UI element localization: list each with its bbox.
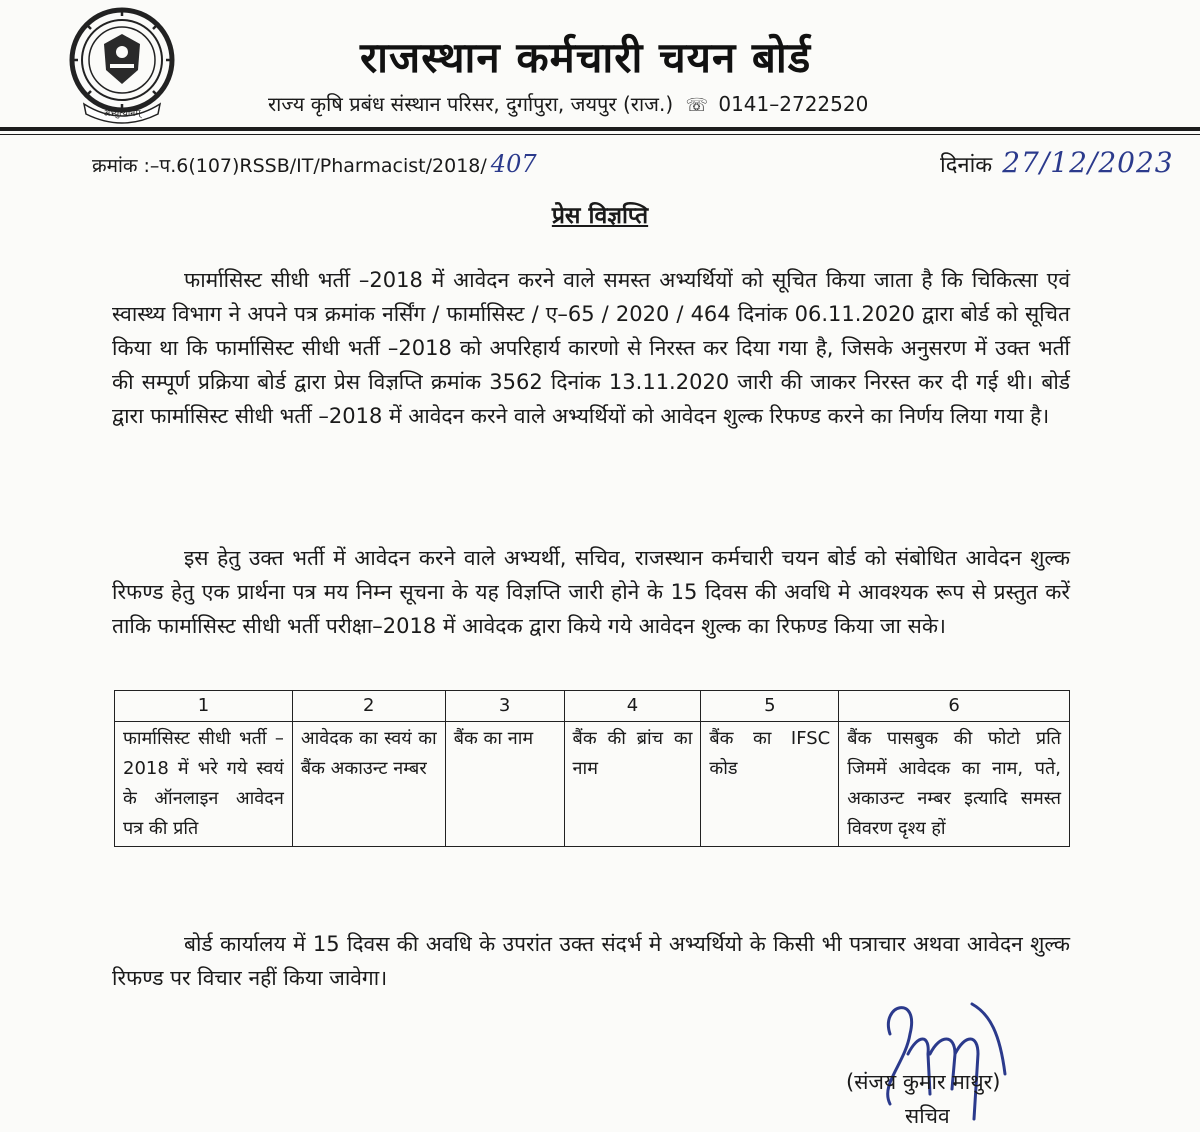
signatory-name: (संजय कुमार माथुर)	[846, 1070, 1001, 1094]
table-header-cell: 4	[564, 691, 701, 722]
body-paragraph: बोर्ड कार्यालय में 15 दिवस की अवधि के उपरांत उक्त संदर्भ मे अभ्यर्थियो के किसी भी पत्राचार अथवा आवेदन शुल्क रिफण्ड पर विचार नहीं किया जावेगा।	[112, 932, 1070, 990]
table-header-row	[115, 691, 1070, 722]
table-cell: बैंक का IFSC कोड	[701, 722, 839, 847]
letterhead-divider-thin	[0, 134, 1200, 135]
svg-text:अभ्युत्थानम्: अभ्युत्थानम्	[103, 109, 141, 119]
table-cell: बैंक का नाम	[445, 722, 564, 847]
address-text: राज्य कृषि प्रबंध संस्थान परिसर, दुर्गापुरा, जयपुर (राज.)	[268, 92, 674, 116]
issue-date	[940, 146, 1174, 179]
table-cell: आवेदक का स्वयं का बैंक अकाउन्ट नम्बर	[292, 722, 445, 847]
reference-handwritten-number: 407	[490, 150, 537, 178]
body-paragraph: फार्मासिस्ट सीधी भर्ती –2018 में आवेदन करने वाले समस्त अभ्यर्थियों को सूचित किया जाता है कि चिकित्सा एवं स्वास्थ्य विभाग ने अपने पत्र क्रमांक नर्सिंग / फार्मासिस्ट / ए–65 / 2020 / 464 दिनांक 06.11.2020 द्वारा बोर्ड को सूचित किया था कि फार्मासिस्ट सीधी भर्ती –2018 को अपरिहार्य कारणो से निरस्त कर दिया गया है, जिसके अनुसरण में उक्त भर्ती की सम्पूर्ण प्रक्रिया बोर्ड द्वारा प्रेस विज्ञप्ति क्रमांक 3562 दिनांक 13.11.2020 जारी की जाकर निरस्त कर दी गई थी। बोर्ड द्वारा फार्मासिस्ट सीधी भर्ती –2018 में आवेदन करने वाले अभ्यर्थियों को आवेदन शुल्क रिफण्ड करने का निर्णय लिया गया है।	[112, 268, 1070, 428]
table-header-cell: 3	[445, 691, 564, 722]
phone-number: 0141–2722520	[718, 92, 869, 116]
table-header-cell: 1	[115, 691, 293, 722]
table-cell: बैंक पासबुक की फोटो प्रति जिममें आवेदक का नाम, पते, अकाउन्ट नम्बर इत्यादि समस्त विवरण दृश्य हों	[839, 722, 1070, 847]
letterhead-divider	[0, 127, 1200, 131]
table-header-cell: 6	[839, 691, 1070, 722]
organization-name: राजस्थान कर्मचारी चयन बोर्ड	[360, 33, 812, 82]
table-row	[115, 722, 1070, 847]
table-header-cell: 5	[701, 691, 839, 722]
required-information-table	[114, 690, 1070, 847]
date-handwritten: 27/12/2023	[1002, 146, 1174, 179]
telephone-icon: ☏	[685, 95, 708, 116]
press-release-heading: प्रेस विज्ञप्ति	[551, 203, 649, 229]
body-paragraph: इस हेतु उक्त भर्ती में आवेदन करने वाले अभ्यर्थी, सचिव, राजस्थान कर्मचारी चयन बोर्ड को संबोधित आवेदन शुल्क रिफण्ड हेतु एक प्रार्थना पत्र मय निम्न सूचना के यह विज्ञप्ति जारी होने के 15 दिवस की अवधि मे आवश्यक रूप से प्रस्तुत करें ताकि फार्मासिस्ट सीधी भर्ती परीक्षा–2018 में आवेदक द्वारा किये गये आवेदन शुल्क का रिफण्ड किया जा सके।	[112, 546, 1070, 638]
reference-label: क्रमांक :–प.6(107)RSSB/IT/Pharmacist/2018/	[92, 155, 487, 177]
signatory-designation: सचिव	[905, 1104, 950, 1128]
organization-address	[268, 90, 868, 117]
table-header-cell: 2	[292, 691, 445, 722]
reference-number	[92, 150, 537, 178]
rssb-emblem-logo	[62, 4, 182, 126]
table-cell: बैंक की ब्रांच का नाम	[564, 722, 701, 847]
date-label: दिनांक	[940, 153, 993, 178]
table-cell: फार्मासिस्ट सीधी भर्ती – 2018 में भरे गये स्वयं के ऑनलाइन आवेदन पत्र की प्रति	[115, 722, 293, 847]
